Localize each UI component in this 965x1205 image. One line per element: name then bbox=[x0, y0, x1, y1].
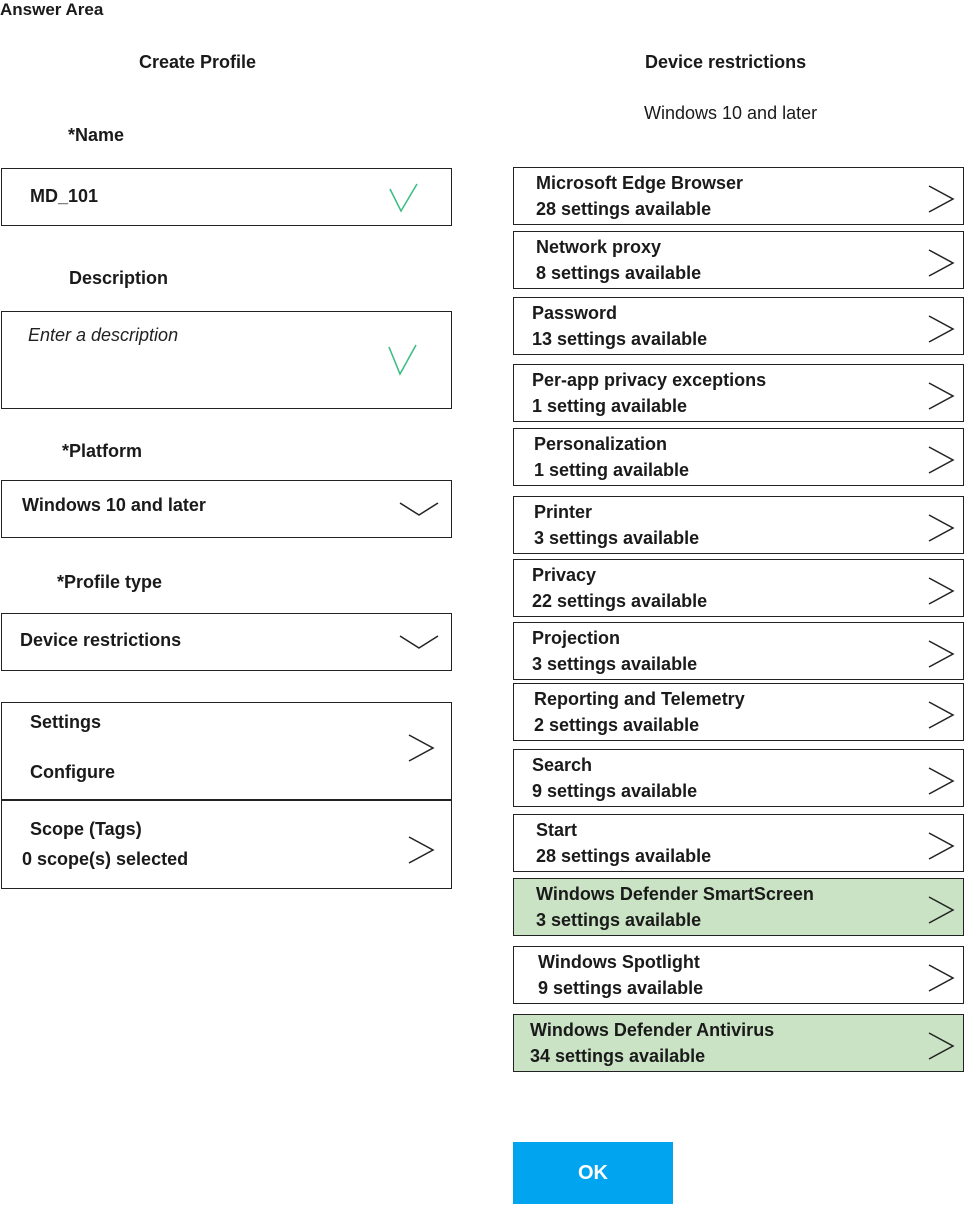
scope-label: Scope (Tags) bbox=[30, 819, 142, 839]
setting-item-detail: 8 settings available bbox=[536, 263, 702, 283]
chevron-right-icon bbox=[927, 445, 955, 475]
chevron-right-icon bbox=[927, 895, 955, 925]
setting-item-name: Windows Spotlight bbox=[538, 952, 700, 972]
setting-item-detail: 3 settings available bbox=[532, 654, 698, 674]
chevron-right-icon bbox=[927, 963, 955, 993]
create-profile-title: Create Profile bbox=[139, 52, 257, 72]
chevron-right-icon bbox=[407, 835, 435, 865]
settings-configure-button[interactable] bbox=[1, 702, 452, 800]
profile-type-label: *Profile type bbox=[57, 572, 163, 592]
profile-type-select[interactable] bbox=[1, 613, 452, 671]
platform-value: Windows 10 and later bbox=[22, 495, 206, 515]
setting-item-detail: 2 settings available bbox=[534, 715, 700, 735]
setting-item-printer[interactable] bbox=[513, 496, 964, 554]
description-label: Description bbox=[69, 268, 169, 288]
chevron-right-icon bbox=[407, 733, 435, 763]
chevron-right-icon bbox=[927, 639, 955, 669]
setting-item-name: Windows Defender SmartScreen bbox=[536, 884, 814, 904]
setting-item-personalization[interactable] bbox=[513, 428, 964, 486]
chevron-right-icon bbox=[927, 314, 955, 344]
name-input[interactable] bbox=[1, 168, 452, 226]
setting-item-detail: 34 settings available bbox=[530, 1046, 706, 1066]
setting-item-name: Start bbox=[536, 820, 578, 840]
setting-item-name: Password bbox=[532, 303, 618, 323]
setting-item-start[interactable] bbox=[513, 814, 964, 872]
setting-item-name: Privacy bbox=[532, 565, 597, 585]
setting-item-name: Microsoft Edge Browser bbox=[536, 173, 744, 193]
platform-label: *Platform bbox=[62, 441, 143, 461]
setting-item-detail: 28 settings available bbox=[536, 846, 712, 866]
chevron-right-icon bbox=[927, 184, 955, 214]
platform-select[interactable] bbox=[1, 480, 452, 538]
setting-item-name: Network proxy bbox=[536, 237, 662, 257]
answer-area-label: Answer Area bbox=[0, 0, 104, 19]
setting-item-detail: 9 settings available bbox=[532, 781, 698, 801]
setting-item-microsoft-edge-browser[interactable] bbox=[513, 167, 964, 225]
device-restrictions-subtitle: Windows 10 and later bbox=[644, 103, 818, 123]
chevron-down-icon bbox=[399, 634, 439, 650]
setting-item-detail: 3 settings available bbox=[536, 910, 702, 930]
setting-item-projection[interactable] bbox=[513, 622, 964, 680]
setting-item-reporting-and-telemetry[interactable] bbox=[513, 683, 964, 741]
setting-item-detail: 28 settings available bbox=[536, 199, 712, 219]
setting-item-detail: 9 settings available bbox=[538, 978, 704, 998]
setting-item-detail: 3 settings available bbox=[534, 528, 700, 548]
setting-item-name: Printer bbox=[534, 502, 593, 522]
setting-item-name: Per-app privacy exceptions bbox=[532, 370, 767, 390]
scope-value: 0 scope(s) selected bbox=[22, 849, 189, 869]
setting-item-search[interactable] bbox=[513, 749, 964, 807]
setting-item-windows-defender-antivirus[interactable] bbox=[513, 1014, 964, 1072]
setting-item-name: Reporting and Telemetry bbox=[534, 689, 745, 709]
chevron-right-icon bbox=[927, 513, 955, 543]
chevron-right-icon bbox=[927, 831, 955, 861]
settings-label: Settings bbox=[30, 712, 102, 732]
chevron-down-icon bbox=[399, 501, 439, 517]
check-icon bbox=[386, 342, 420, 376]
chevron-right-icon bbox=[927, 1031, 955, 1061]
setting-item-name: Search bbox=[532, 755, 593, 775]
setting-item-detail: 22 settings available bbox=[532, 591, 708, 611]
setting-item-detail: 13 settings available bbox=[532, 329, 708, 349]
chevron-right-icon bbox=[927, 576, 955, 606]
setting-item-name: Windows Defender Antivirus bbox=[530, 1020, 775, 1040]
description-placeholder: Enter a description bbox=[28, 325, 179, 345]
chevron-right-icon bbox=[927, 248, 955, 278]
setting-item-detail: 1 setting available bbox=[534, 460, 690, 480]
setting-item-password[interactable] bbox=[513, 297, 964, 355]
chevron-right-icon bbox=[927, 381, 955, 411]
setting-item-detail: 1 setting available bbox=[532, 396, 688, 416]
description-input[interactable] bbox=[1, 311, 452, 409]
setting-item-name: Projection bbox=[532, 628, 621, 648]
setting-item-windows-spotlight[interactable] bbox=[513, 946, 964, 1004]
device-restrictions-title: Device restrictions bbox=[645, 52, 807, 72]
name-value: MD_101 bbox=[30, 186, 99, 206]
setting-item-privacy[interactable] bbox=[513, 559, 964, 617]
chevron-right-icon bbox=[927, 700, 955, 730]
name-label: *Name bbox=[68, 125, 125, 145]
check-icon bbox=[387, 181, 421, 215]
setting-item-windows-defender-smartscreen[interactable] bbox=[513, 878, 964, 936]
scope-tags-button[interactable] bbox=[1, 800, 452, 889]
settings-value: Configure bbox=[30, 762, 115, 782]
setting-item-network-proxy[interactable] bbox=[513, 231, 964, 289]
ok-button[interactable]: OK bbox=[513, 1142, 673, 1204]
profile-type-value: Device restrictions bbox=[20, 630, 182, 650]
chevron-right-icon bbox=[927, 766, 955, 796]
setting-item-name: Personalization bbox=[534, 434, 668, 454]
setting-item-per-app-privacy-exceptions[interactable] bbox=[513, 364, 964, 422]
